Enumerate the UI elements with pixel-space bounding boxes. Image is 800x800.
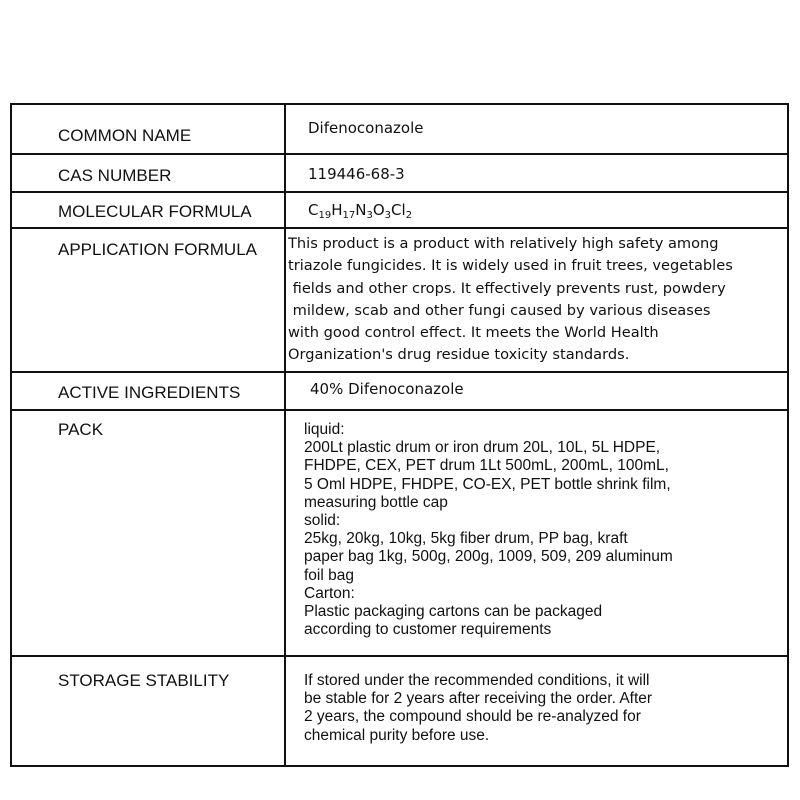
storage-line: be stable for 2 years after receiving the order. After [304,690,653,708]
application-line: with good control effect. It meets the World Health [288,324,659,342]
molecular-formula-label: MOLECULAR FORMULA [58,202,252,221]
pack-line: according to customer requirements [304,621,552,639]
storage-line: chemical purity before use. [304,726,490,744]
pack-line: Plastic packaging cartons can be packaged [304,603,603,621]
formula-subscript: 3 [384,210,392,221]
storage-line: 2 years, the compound should be re-analyzed for [304,708,641,726]
pack-line: foil bag [304,566,354,584]
pack-line: measuring bottle cap [304,493,448,511]
application-line: triazole fungicides. It is widely used in fruit trees, vegetables [288,257,733,275]
row-cas-number [12,155,787,193]
common-name-value: Difenoconazole [308,119,424,137]
active-ingredients-label: ACTIVE INGREDIENTS [58,383,241,402]
application-line: This product is a product with relatively high safety among [288,235,719,252]
formula-element: Cl [391,201,406,219]
pack-text [304,421,673,639]
formula-subscript: 19 [318,210,332,221]
pack-line: solid: [304,512,341,530]
molecular-formula-value [308,201,412,219]
application-line: Organization's drug residue toxicity standards. [288,346,630,364]
storage-stability-label: STORAGE STABILITY [58,671,230,690]
row-common-name [12,105,787,155]
formula-subscript: 17 [342,210,356,221]
pack-line: Carton: [304,584,355,602]
formula-element: C [308,201,319,219]
pack-label: PACK [58,420,104,439]
formula-subscript: 2 [405,210,413,221]
pack-line: 5 Oml HDPE, FHDPE, CO-EX, PET bottle shrink film, [304,475,671,493]
pack-line: liquid: [304,421,345,438]
row-application-formula [12,229,787,373]
row-pack [12,411,787,657]
row-molecular-formula [12,193,787,229]
formula-element: O [372,201,385,219]
pack-line: FHDPE, CEX, PET drum 1Lt 500mL, 200mL, 100mL, [304,457,669,475]
storage-line: If stored under the recommended conditions, it will [304,672,650,689]
application-formula-label: APPLICATION FORMULA [58,240,257,259]
application-formula-text [288,233,788,367]
formula-element: N [355,201,367,219]
storage-stability-text [304,672,652,745]
pack-line: 25kg, 20kg, 10kg, 5kg fiber drum, PP bag, kraft [304,530,628,548]
spec-table [10,103,789,767]
pack-line: paper bag 1kg, 500g, 200g, 1009, 509, 209 aluminum [304,548,673,566]
row-active-ingredients [12,373,787,411]
formula-element: H [331,201,343,219]
active-ingredients-value: 40% Difenoconazole [310,380,464,398]
application-line: mildew, scab and other fungi caused by various diseases [288,301,711,319]
formula-subscript: 3 [366,210,373,221]
row-storage-stability [12,657,787,765]
common-name-label: COMMON NAME [58,126,192,145]
pack-line: 200Lt plastic drum or iron drum 20L, 10L, 5L HDPE, [304,439,661,457]
application-line: fields and other crops. It effectively prevents rust, powdery [288,279,726,297]
cas-number-label: CAS NUMBER [58,166,172,185]
cas-number-value: 119446-68-3 [308,165,405,183]
